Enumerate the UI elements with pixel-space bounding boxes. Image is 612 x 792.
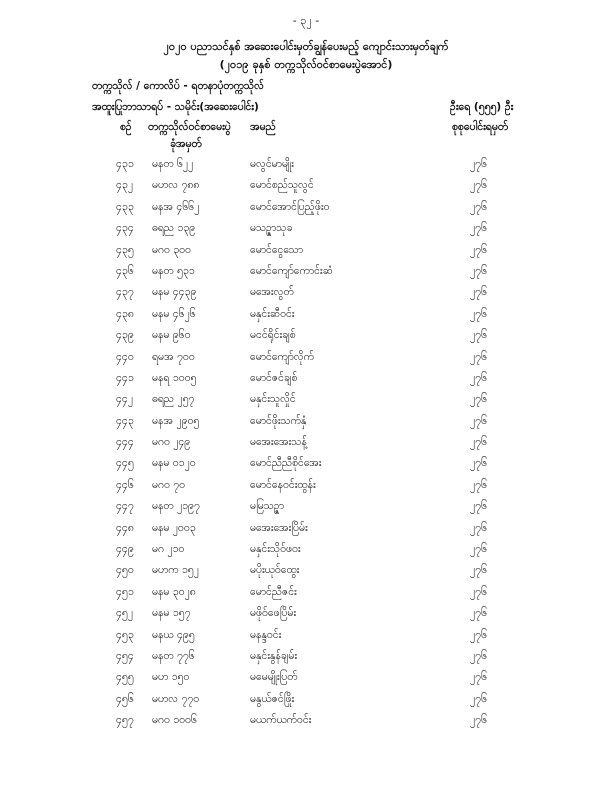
student-name: မဖိုဝ်ဖေပြိမ်း	[250, 607, 297, 620]
column-header-roll-line2: ခုံအမှတ်	[170, 138, 202, 150]
student-name: မအေးအေးသန့်	[250, 436, 307, 449]
row-number: ၄၄၂	[116, 393, 133, 406]
table-row	[0, 436, 612, 457]
total-marks: ၂၇၆	[470, 414, 487, 427]
roll-number: မဟက ၁၅၂	[152, 564, 199, 577]
row-number: ၄၃၂	[116, 179, 133, 192]
roll-number: မနမ ၄၄၃၉	[152, 286, 197, 299]
roll-number: မနတ ၂၁၉၇	[152, 500, 200, 513]
roll-number: မနတ ၇၇၆	[152, 649, 195, 662]
table-row	[0, 351, 612, 372]
table-row	[0, 265, 612, 286]
total-marks: ၂၇၆	[470, 564, 487, 577]
row-number: ၄၅၁	[116, 585, 134, 598]
row-number: ၄၃၃	[116, 200, 134, 213]
table-row	[0, 415, 612, 436]
roll-number: မနအ ၄၆၆၂	[152, 200, 200, 213]
total-marks: ၂၇၆	[470, 543, 487, 556]
document-title: ၂၀၂၀ ပညာသင်နှစ် အဆေးပေါင်းမှတ်ချွန်ပေးမည့် ကျောင်းသားမှတ်ချက်	[163, 40, 449, 53]
student-name: မမေမျိုးပြတ်	[250, 671, 298, 684]
column-header-marks: စုစုပေါင်းရမှတ်	[452, 121, 509, 133]
total-marks: ၂၇၆	[470, 243, 487, 256]
table-row	[0, 564, 612, 585]
roll-number: မဂဝ ၁၀၀၆	[152, 714, 197, 727]
total-marks: ၂၇၆	[470, 371, 487, 384]
table-row	[0, 393, 612, 414]
table-row	[0, 629, 612, 650]
roll-number: မဂဝ ၂၄၉	[152, 436, 191, 449]
table-row	[0, 543, 612, 564]
table-row	[0, 286, 612, 307]
document-subtitle: (၂၀၁၉ ခုနှစ် တက္ကသိုလ်ဝင်စာမေးပွဲအောင်)	[219, 58, 393, 71]
total-marks: ၂၇၆	[470, 671, 487, 684]
row-number: ၄၄၅	[116, 457, 134, 470]
roll-number: မဂဝ ၃၀၀	[152, 243, 191, 256]
row-number: ၄၄၁	[116, 371, 134, 384]
row-number: ၄၅၆	[116, 692, 134, 705]
student-name: မယက်ယက်ဝင်း	[250, 714, 312, 727]
student-name: မသဉ္ဇာသုခ	[250, 222, 293, 235]
row-number: ၄၃၇	[116, 286, 134, 299]
row-number: ၄၄၃	[116, 414, 134, 427]
roll-number: ရမအ ၇၀၀	[152, 350, 195, 363]
student-name: မောင်ညီညီစိုင်အေး	[250, 457, 322, 470]
student-name: မောင်ဖိုးသက်နှံ	[250, 414, 307, 427]
total-marks: ၂၇၆	[470, 200, 487, 213]
row-number: ၄၅၅	[116, 671, 134, 684]
student-name: မနှင်းသူလှိုင်	[250, 393, 296, 406]
row-number: ၄၄၆	[116, 478, 134, 491]
roll-number: မနတ ၅၃၁	[152, 264, 195, 277]
student-name: မနန္ဒဝင်း	[250, 628, 282, 641]
roll-number: မနတ ၆၂၂	[152, 158, 194, 170]
student-name: မောင်ညီဇင်း	[250, 585, 297, 598]
row-number: ၄၅၇	[116, 714, 134, 727]
column-header-roll: တက္ကသိုလ်ဝင်စာမေးပွဲ	[148, 121, 231, 133]
table-row	[0, 457, 612, 478]
roll-number: မနအ ၂၉၀၅	[152, 414, 200, 427]
table-row	[0, 308, 612, 329]
row-number: ၄၅၄	[116, 649, 134, 662]
roll-number: ဓရည ၁၃၉	[152, 222, 196, 235]
table-row	[0, 693, 612, 714]
student-name: မပိုးယုဝ်ထွေး	[250, 564, 300, 577]
table-row	[0, 607, 612, 628]
total-marks: ၂၇၆	[470, 393, 487, 406]
row-number: ၄၄၄	[116, 436, 134, 449]
row-number: ၄၅၂	[116, 607, 133, 620]
student-name: မောင်ကျော်လိုက်	[250, 350, 314, 363]
roll-number: မနမ ၀၁၂၀	[152, 457, 196, 470]
table-row	[0, 372, 612, 393]
roll-number: မဟလ ၇၇၀	[152, 692, 200, 705]
student-name: မငင်ရိုင်းချစ်	[250, 329, 296, 342]
table-row	[0, 586, 612, 607]
table-row	[0, 522, 612, 543]
student-name: မနှင်းဆီဝင်း	[250, 307, 295, 320]
table-row	[0, 479, 612, 500]
roll-number: မနရ ၁၀၀၅	[152, 371, 197, 384]
row-number: ၄၄၇	[116, 500, 134, 513]
row-number: ၄၄၉	[116, 543, 134, 556]
table-row	[0, 222, 612, 243]
total-marks: ၂၇၆	[470, 692, 487, 705]
total-marks: ၂၇၆	[470, 500, 487, 513]
roll-number: မဂဝ ၇၀	[152, 478, 186, 491]
roll-number: မဟ ၁၅၀	[152, 671, 190, 684]
roll-number: မနမ ၉၆၀	[152, 329, 191, 342]
row-number: ၄၄၈	[116, 521, 134, 534]
student-name: မလွင်မာမျိုး	[250, 158, 294, 170]
total-marks: ၂၇၆	[470, 585, 487, 598]
student-name: မနှင်းနွန်ချမ်း	[250, 649, 298, 662]
row-number: ၄၃၉	[116, 329, 134, 342]
student-name: မမြသဉ္ဇာ	[250, 500, 285, 513]
total-marks: ၂၇၆	[470, 307, 487, 320]
total-marks: ၂၇၆	[470, 286, 487, 299]
total-marks: ၂၇၆	[470, 329, 487, 342]
row-number: ၄၃၈	[116, 307, 134, 320]
student-name: မအေးအေးပြိမ်း	[250, 521, 308, 534]
roll-number: မနမ ၁၅၇	[152, 607, 191, 620]
roll-number: မနမ ၄၆၂၆	[152, 307, 196, 320]
table-row	[0, 500, 612, 521]
table-row	[0, 714, 612, 735]
column-header-name: အမည်	[250, 121, 276, 133]
table-row	[0, 671, 612, 692]
row-number: ၄၃၆	[116, 264, 134, 277]
total-marks: ၂၇၆	[470, 222, 487, 235]
student-name: မနွယ်ဇင်ဖြိုး	[250, 692, 295, 705]
student-name: မောင်ငွေသော	[250, 243, 304, 256]
student-name: မောင်ကျော်ကောင်းဆံ	[250, 264, 333, 277]
student-name: မောင်စည်သူလွင်	[250, 179, 314, 192]
student-name: မအေးလွတ်	[250, 286, 294, 299]
student-name: မောင်အောင်ပြည့်ဖိုးဝ	[250, 200, 330, 213]
total-marks: ၂၇၆	[470, 179, 487, 192]
roll-number: မနမ ၂၀၀၃	[152, 521, 196, 534]
total-marks: ၂၇၆	[470, 628, 487, 641]
table-row	[0, 244, 612, 265]
table-row	[0, 179, 612, 200]
table-row	[0, 201, 612, 222]
total-marks: ၂၇၆	[470, 158, 487, 170]
total-marks: ၂၇၆	[470, 649, 487, 662]
total-marks: ၂၇၆	[470, 457, 487, 470]
total-marks: ၂၇၆	[470, 607, 487, 620]
column-header-no: စဉ်	[120, 121, 132, 133]
row-number: ၄၅၀	[116, 564, 134, 577]
total-marks: ၂၇၆	[470, 478, 487, 491]
roll-number: မနယ ၄၉၅	[152, 628, 195, 641]
total-marks: ၂၇၆	[470, 521, 487, 534]
row-number: ၄၃၄	[116, 222, 134, 235]
results-table	[0, 158, 612, 736]
student-name: မောင်နေဝင်းထွန်း	[250, 478, 316, 491]
roll-number: မဂ ၂၁၀	[152, 543, 185, 556]
total-marks: ၂၇၆	[470, 350, 487, 363]
row-number: ၄၃၅	[116, 243, 134, 256]
major-subject-label: အထူးပြုဘာသာရပ် - သမိုင်း(အဆေးပေါင်း)	[92, 101, 259, 113]
page-number: - ၃၂ -	[292, 14, 320, 27]
table-row	[0, 329, 612, 350]
university-label: တက္ကသိုလ် / ကောလိပ် - ရတနာပုံတက္ကသိုလ်	[92, 80, 264, 92]
roll-number: မနမ ၃၀၂၈	[152, 585, 196, 598]
row-number: ၄၅၃	[116, 628, 134, 641]
total-marks: ၂၇၆	[470, 714, 487, 727]
total-marks: ၂၇၆	[470, 436, 487, 449]
student-name: မောင်ဇင်ချစ်	[250, 371, 298, 384]
table-row	[0, 158, 612, 179]
total-marks: ၂၇၆	[470, 264, 487, 277]
table-row	[0, 650, 612, 671]
row-number: ၄၃၁	[116, 158, 134, 170]
roll-number: မဟလ ၇၈၈	[152, 179, 200, 192]
roll-number: ဓရည ၂၅၇	[152, 393, 195, 406]
student-count: ဦးရေ (၅၅၅) ဦး	[450, 101, 514, 113]
student-name: မနှင်းသိုဝ်ဖဝး	[250, 543, 301, 556]
row-number: ၄၄၀	[116, 350, 134, 363]
